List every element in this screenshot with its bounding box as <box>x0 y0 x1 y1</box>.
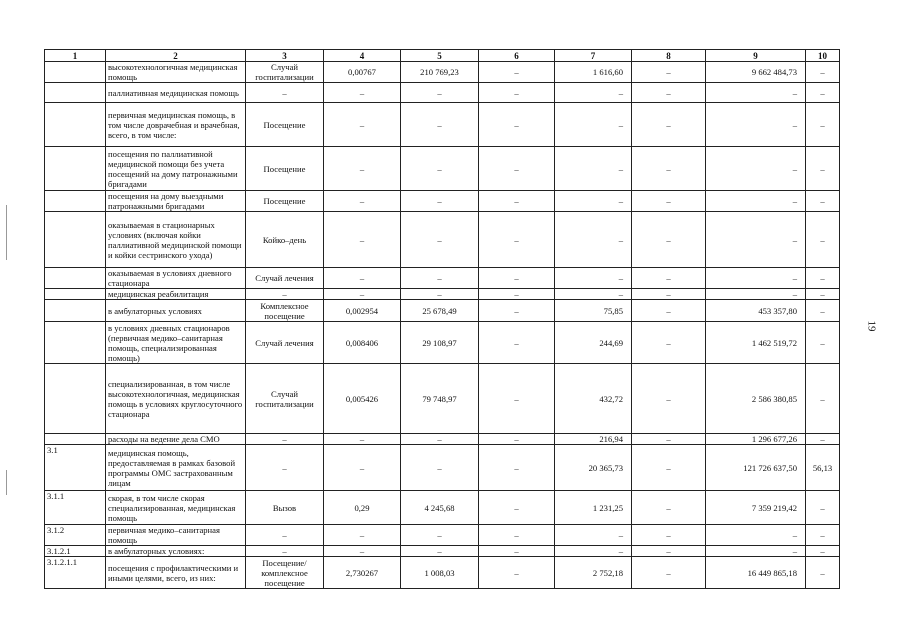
table-cell: 1 462 519,72 <box>706 322 806 364</box>
table-cell: – <box>706 525 806 546</box>
table-cell: – <box>806 364 840 434</box>
table-body <box>45 50 840 589</box>
column-number: 3 <box>246 50 324 62</box>
table-cell: – <box>479 546 555 557</box>
table-cell: – <box>706 83 806 103</box>
column-number: 2 <box>106 50 246 62</box>
table-cell: 210 769,23 <box>401 62 479 83</box>
table-cell: – <box>401 147 479 191</box>
table-cell: 56,13 <box>806 445 840 491</box>
table-cell <box>45 322 106 364</box>
table-cell: – <box>706 268 806 289</box>
table-row <box>45 62 840 83</box>
column-number: 8 <box>632 50 706 62</box>
table-cell: – <box>806 300 840 322</box>
table-cell: Посещение <box>246 147 324 191</box>
table-cell: 1 296 677,26 <box>706 434 806 445</box>
table-cell: – <box>246 434 324 445</box>
table-cell: 216,94 <box>555 434 632 445</box>
table-cell: Посещение <box>246 103 324 147</box>
table-cell: – <box>246 83 324 103</box>
table-cell <box>45 364 106 434</box>
table-cell: – <box>806 191 840 212</box>
table-row <box>45 212 840 268</box>
table-cell: – <box>479 491 555 525</box>
table-cell: – <box>632 62 706 83</box>
table-cell: – <box>479 103 555 147</box>
table-cell: – <box>632 445 706 491</box>
table-cell: – <box>324 434 401 445</box>
table-cell: – <box>632 103 706 147</box>
table-cell: – <box>324 445 401 491</box>
column-number: 9 <box>706 50 806 62</box>
column-number: 6 <box>479 50 555 62</box>
table-cell: 3.1.2.1.1 <box>45 557 106 589</box>
table-cell: 0,008406 <box>324 322 401 364</box>
table-cell: – <box>806 322 840 364</box>
table-cell: скорая, в том числе скорая специализированная, медицинская помощь <box>106 491 246 525</box>
table-cell: – <box>632 364 706 434</box>
table-cell: – <box>324 103 401 147</box>
table-cell: – <box>632 83 706 103</box>
table-cell: – <box>401 434 479 445</box>
table-row <box>45 445 840 491</box>
table-cell: 16 449 865,18 <box>706 557 806 589</box>
table-cell: 3.1.2 <box>45 525 106 546</box>
table-cell: – <box>806 83 840 103</box>
table-cell: Случай госпитализации <box>246 62 324 83</box>
table-cell: – <box>555 268 632 289</box>
table-cell: 7 359 219,42 <box>706 491 806 525</box>
table-cell: – <box>246 445 324 491</box>
table-cell: расходы на ведение дела СМО <box>106 434 246 445</box>
table-cell: – <box>632 525 706 546</box>
table-cell: – <box>324 147 401 191</box>
table-cell: медицинская помощь, предоставляемая в рамках базовой программы ОМС застрахованным лицам <box>106 445 246 491</box>
column-number: 4 <box>324 50 401 62</box>
table-cell: – <box>401 191 479 212</box>
table-cell: 75,85 <box>555 300 632 322</box>
table-cell: – <box>479 364 555 434</box>
margin-mark <box>6 205 7 260</box>
table-cell: – <box>632 546 706 557</box>
table-cell: первичная медико–санитарная помощь <box>106 525 246 546</box>
table-cell: – <box>806 525 840 546</box>
table-cell: – <box>401 525 479 546</box>
table-cell: 244,69 <box>555 322 632 364</box>
table-cell: – <box>401 289 479 300</box>
table-cell: 0,29 <box>324 491 401 525</box>
table-cell: – <box>632 434 706 445</box>
table-cell: – <box>324 525 401 546</box>
table-cell: паллиативная медицинская помощь <box>106 83 246 103</box>
header-row <box>45 50 840 62</box>
table-cell: 4 245,68 <box>401 491 479 525</box>
table-cell: – <box>706 212 806 268</box>
table-cell: – <box>706 103 806 147</box>
table-cell: – <box>555 546 632 557</box>
table-cell: – <box>401 212 479 268</box>
table-cell: – <box>806 546 840 557</box>
table-cell: – <box>632 147 706 191</box>
table-cell: 453 357,80 <box>706 300 806 322</box>
table-cell: Койко–день <box>246 212 324 268</box>
table-cell: – <box>555 147 632 191</box>
table-cell: – <box>555 212 632 268</box>
table-cell: – <box>706 546 806 557</box>
table-row <box>45 546 840 557</box>
table-cell: – <box>806 62 840 83</box>
table-cell: в условиях дневных стационаров (первичная медико–санитарная помощь, специализированная помощь) <box>106 322 246 364</box>
table-cell: 0,002954 <box>324 300 401 322</box>
table-row <box>45 557 840 589</box>
table-cell: – <box>706 147 806 191</box>
table-row <box>45 147 840 191</box>
table-cell: – <box>806 268 840 289</box>
table-cell: в амбулаторных условиях: <box>106 546 246 557</box>
table-cell: первичная медицинская помощь, в том числе доврачебная и врачебная, всего, в том числе: <box>106 103 246 147</box>
column-number: 7 <box>555 50 632 62</box>
table-cell: – <box>401 546 479 557</box>
table-cell: 9 662 484,73 <box>706 62 806 83</box>
table-cell: – <box>806 491 840 525</box>
table-cell <box>45 147 106 191</box>
table-row <box>45 491 840 525</box>
table-cell: – <box>706 191 806 212</box>
table-cell: – <box>479 434 555 445</box>
table-cell: – <box>555 83 632 103</box>
table-cell: медицинская реабилитация <box>106 289 246 300</box>
table-cell: оказываемая в стационарных условиях (включая койки паллиативной медицинской помощи и койки сестринского ухода) <box>106 212 246 268</box>
table-cell: – <box>555 103 632 147</box>
table-cell: – <box>401 103 479 147</box>
table-cell: – <box>806 103 840 147</box>
table-row <box>45 268 840 289</box>
table-cell: 3.1.1 <box>45 491 106 525</box>
table-cell: 1 231,25 <box>555 491 632 525</box>
table-cell: – <box>806 289 840 300</box>
table-cell: посещения по паллиативной медицинской помощи без учета посещений на дому патронажными бригадами <box>106 147 246 191</box>
table-cell: Посещение/ комплексное посещение <box>246 557 324 589</box>
budget-table <box>44 49 840 589</box>
table-cell: – <box>479 300 555 322</box>
table-cell: 121 726 637,50 <box>706 445 806 491</box>
table-cell: – <box>324 268 401 289</box>
table-cell: Случай лечения <box>246 268 324 289</box>
table-cell: 2 586 380,85 <box>706 364 806 434</box>
table-cell: 79 748,97 <box>401 364 479 434</box>
table-cell: 1 008,03 <box>401 557 479 589</box>
table-row <box>45 322 840 364</box>
table-cell: 0,00767 <box>324 62 401 83</box>
table-cell: 29 108,97 <box>401 322 479 364</box>
column-number: 1 <box>45 50 106 62</box>
table-cell: посещения с профилактическими и иными целями, всего, из них: <box>106 557 246 589</box>
table-cell: – <box>479 557 555 589</box>
table-cell: – <box>555 525 632 546</box>
table-cell: 20 365,73 <box>555 445 632 491</box>
table-cell <box>45 289 106 300</box>
table-cell: Комплексное посещение <box>246 300 324 322</box>
table-row <box>45 83 840 103</box>
table-cell: – <box>324 191 401 212</box>
table-cell: – <box>401 268 479 289</box>
table-cell: 2,730267 <box>324 557 401 589</box>
table-cell: – <box>479 83 555 103</box>
table-cell: – <box>555 191 632 212</box>
table-cell: – <box>632 191 706 212</box>
table-cell <box>45 268 106 289</box>
table-row <box>45 103 840 147</box>
table-cell: 2 752,18 <box>555 557 632 589</box>
table-cell: – <box>806 212 840 268</box>
table-cell: – <box>632 268 706 289</box>
table-row <box>45 300 840 322</box>
table-cell: Посещение <box>246 191 324 212</box>
table-row <box>45 434 840 445</box>
column-number: 5 <box>401 50 479 62</box>
table-cell: – <box>324 83 401 103</box>
table-cell: 432,72 <box>555 364 632 434</box>
table-cell <box>45 62 106 83</box>
table-cell: Случай лечения <box>246 322 324 364</box>
table-cell: 1 616,60 <box>555 62 632 83</box>
table-row <box>45 191 840 212</box>
table-cell: в амбулаторных условиях <box>106 300 246 322</box>
table-cell: – <box>479 322 555 364</box>
table-cell: – <box>632 289 706 300</box>
table-cell: 25 678,49 <box>401 300 479 322</box>
table-cell: – <box>401 83 479 103</box>
table-cell: оказываемая в условиях дневного стационара <box>106 268 246 289</box>
table-cell <box>45 103 106 147</box>
table-cell <box>45 300 106 322</box>
table-row <box>45 364 840 434</box>
table-cell: – <box>806 434 840 445</box>
table-cell: Вызов <box>246 491 324 525</box>
table-cell: – <box>401 445 479 491</box>
table-cell: – <box>632 212 706 268</box>
table-cell: – <box>479 525 555 546</box>
table-cell: – <box>632 300 706 322</box>
table-cell: – <box>706 289 806 300</box>
table-cell: – <box>806 557 840 589</box>
table-cell: посещения на дому выездными патронажными бригадами <box>106 191 246 212</box>
table-cell: – <box>806 147 840 191</box>
table-cell: Случай госпитализации <box>246 364 324 434</box>
table-cell: – <box>555 289 632 300</box>
table-cell: 0,005426 <box>324 364 401 434</box>
table-cell: – <box>632 491 706 525</box>
table-row <box>45 289 840 300</box>
table-cell: – <box>479 212 555 268</box>
table-cell: – <box>479 62 555 83</box>
table-cell: специализированная, в том числе высокотехнологичная, медицинская помощь в условиях круглосуточного стационара <box>106 364 246 434</box>
table-cell: – <box>246 525 324 546</box>
table-cell: 3.1.2.1 <box>45 546 106 557</box>
table-cell: – <box>479 191 555 212</box>
table-cell: – <box>246 289 324 300</box>
table-cell: – <box>632 557 706 589</box>
table-cell <box>45 434 106 445</box>
table-cell: 3.1 <box>45 445 106 491</box>
margin-mark <box>6 470 7 495</box>
table-row <box>45 525 840 546</box>
table-cell: – <box>479 289 555 300</box>
table-cell: – <box>324 546 401 557</box>
table-cell <box>45 212 106 268</box>
table-cell: – <box>632 322 706 364</box>
column-number: 10 <box>806 50 840 62</box>
table-cell <box>45 83 106 103</box>
table-cell: высокотехнологичная медицинская помощь <box>106 62 246 83</box>
table-cell: – <box>479 445 555 491</box>
table-cell: – <box>479 268 555 289</box>
table-cell: – <box>479 147 555 191</box>
table-cell: – <box>324 289 401 300</box>
table-cell <box>45 191 106 212</box>
table-cell: – <box>324 212 401 268</box>
table-cell: – <box>246 546 324 557</box>
page-number: 19 <box>865 320 878 332</box>
